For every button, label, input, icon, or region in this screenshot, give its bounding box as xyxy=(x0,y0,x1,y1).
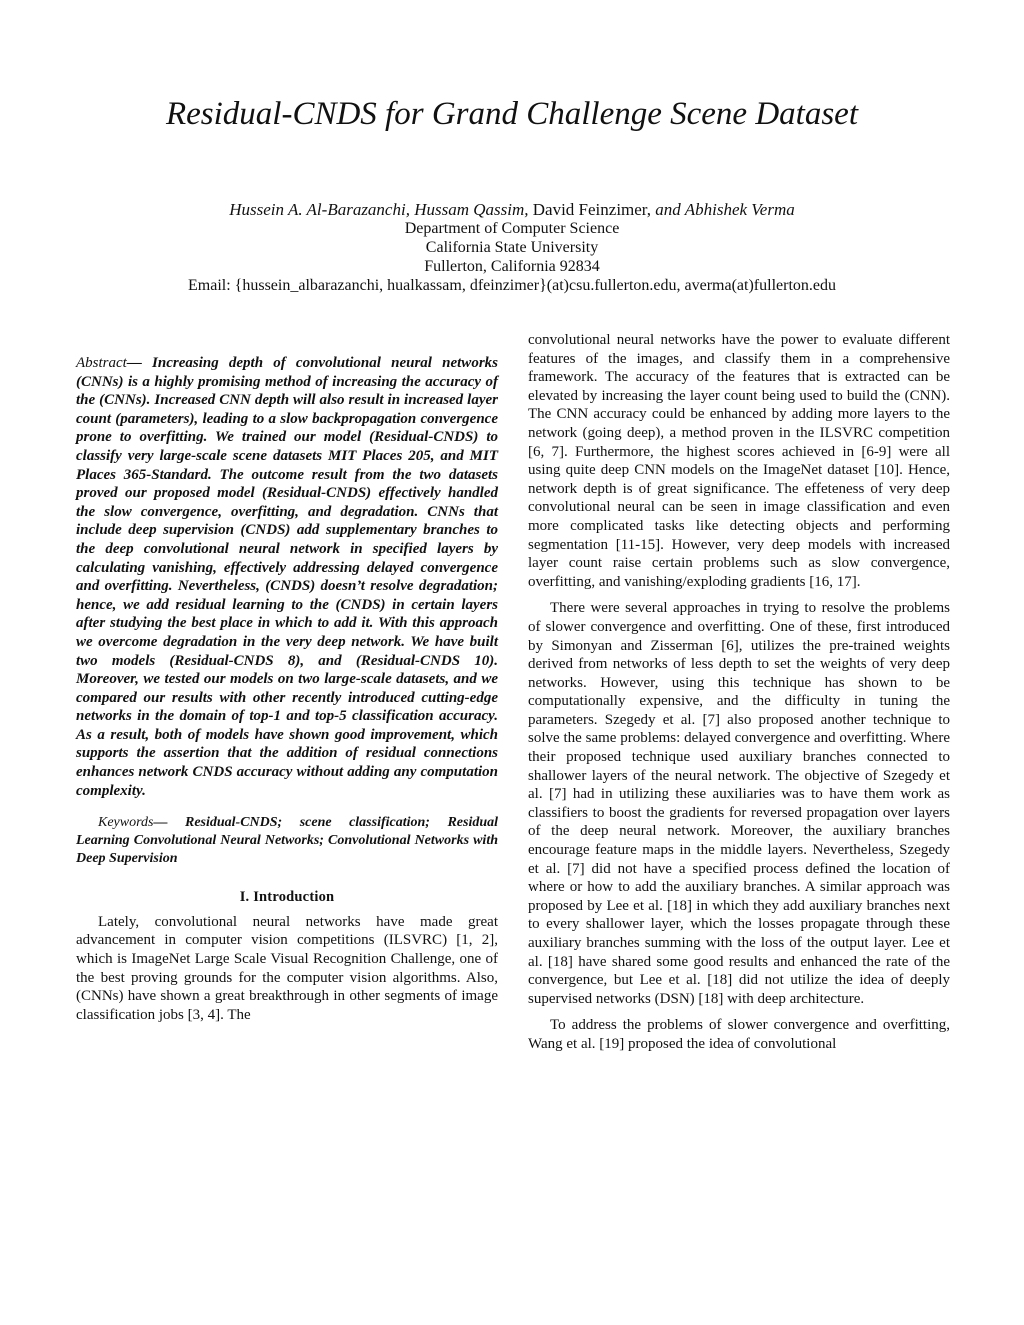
intro-paragraph-1-continued: convolutional neural networks have the power to evaluate different features of the images, and classify them in a comprehensive framework. The accuracy of the features that is extracted can be elevated by increasing the layer count being used to build the (CNN). The CNN accuracy could be enhanced by adding more layers to the network (going deep), a method proven in the ILSVRC competition [6, 7]. Furthermore, the highest scores achieved in [6-9] were all using quite deep CNN models on the ImageNet dataset [10]. Hence, network depth is of great significance. The effeteness of very deep convolutional neural can be seen in image classification and even more complicated tasks like detecting objects and performing segmentation [11-15]. However, very deep models with increased layer count raise certain problems such as slow convergence, overfitting, and vanishing/exploding gradients [16, 17]. xyxy=(528,332,950,590)
keywords-label: Keywords xyxy=(98,815,154,831)
intro-paragraph-3: To address the problems of slower convergence and overfitting, Wang et al. [19] proposed the idea of convolutional xyxy=(528,1017,950,1052)
keywords-text: Residual-CNDS; scene classification; Residual Learning Convolutional Neural Networks; Convolutional Networks with Deep Supervision xyxy=(76,815,499,867)
right-column xyxy=(528,331,950,1054)
abstract-text: Increasing depth of convolutional neural networks (CNNs) is a highly promising method of increasing the accuracy of the (CNNs). Increased CNN depth will also result in increased layer count (parameters), leading to a slow backpropagation convergence prone to overfitting. We trained our model (Residual-CNDS) to classify very large-scale scene datasets MIT Places 205, and MIT Places 365-Standard. The outcome result from the two datasets proved our proposed model (Residual-CNDS) effectively handled the slow convergence, overfitting, and degradation. CNNs that include deep supervision (CNDS) add supplementary branches to the deep convolutional neural network in specified layers by calculating vanishing, effectively addressing delayed convergence and overfitting. Nevertheless, (CNDS) doesn’t resolve degradation; hence, we add residual learning to the (CNDS) in certain layers after studying the best place in which to add it. With this approach we overcome degradation in the very deep network. We have built two models (Residual-CNDS 8), and (Residual-CNDS 10). Moreover, we tested our models on two large-scale datasets, and we compared our results with other recently introduced cutting-edge networks in the domain of top-1 and top-5 classification accuracy. As a result, both of models have shown good improvement, which supports the assertion that the addition of residual connections enhances network CNDS accuracy without adding any computation complexity. xyxy=(76,355,498,799)
abstract-dash: — xyxy=(126,355,142,371)
intro-paragraph-1: Lately, convolutional neural networks have made great advancement in computer vision competitions (ILSVRC) [1, 2], which is ImageNet Large Scale Visual Recognition Challenge, one of the best proving grounds for the computer vision algorithms. Also, (CNNs) have shown a great breakthrough in other segments of image classification jobs [3, 4]. The xyxy=(76,913,498,1023)
keywords-dash: — xyxy=(153,815,168,831)
section-heading-introduction: I. Introduction xyxy=(239,889,335,906)
abstract xyxy=(76,354,498,800)
keywords xyxy=(76,814,498,868)
left-column xyxy=(76,354,498,1024)
author-names-part3: and Abhishek Verma xyxy=(655,200,795,219)
abstract-label: Abstract xyxy=(76,355,127,371)
affiliation-university: California State University xyxy=(425,239,599,256)
affiliation-location: Fullerton, California 92834 xyxy=(424,258,600,275)
author-names-part2: David Feinzimer, xyxy=(532,200,652,219)
paper-title: Residual-CNDS for Grand Challenge Scene Dataset xyxy=(165,96,858,132)
author-names-part1: Hussein A. Al-Barazanchi, Hussam Qassim, xyxy=(229,200,529,219)
author-block xyxy=(0,200,1024,295)
author-emails: Email: {hussein_albarazanchi, hualkassam, dfeinzimer}(at)csu.fullerton.edu, averma(at)fullerton.edu xyxy=(188,277,836,294)
author-names xyxy=(0,200,1024,219)
affiliation-department: Department of Computer Science xyxy=(404,220,620,237)
intro-paragraph-2: There were several approaches in trying to resolve the problems of slower convergence and overfitting. One of these, first introduced by Simonyan and Zisserman [6], utilizes the pre-trained weights derived from networks of less depth to set the weights of very deep networks. However, using this technique has shown to be computationally expensive, and the difficulty in tuning the parameters. Szegedy et al. [7] also proposed another technique to solve the same problems: delayed convergence and overfitting. Where their proposed technique used auxiliary branches connected to shallower layers of the neural network. The objective of Szegedy et al. [7] had in utilizing these auxiliaries was to have them work as classifiers to boost the gradients for reversed propagation over layers of the deep neural network. Moreover, the auxiliary branches encourage feature maps in the middle layers. Nevertheless, Szegedy et al. [7] did not have a specified process defined the location of where or how to add the auxiliary branches. A similar approach was proposed by Lee et al. [18] in which they add auxiliary branches next to every shallower layer, which the losses propagate through these auxiliary branches summing with the loss of the output layer. Lee et al. [18] have shared some good results and enhanced the rate of the convergence, but Lee et al. [18] did not utilize the idea of deeply supervised networks (DSN) [18] with deep architecture. xyxy=(528,600,950,1007)
